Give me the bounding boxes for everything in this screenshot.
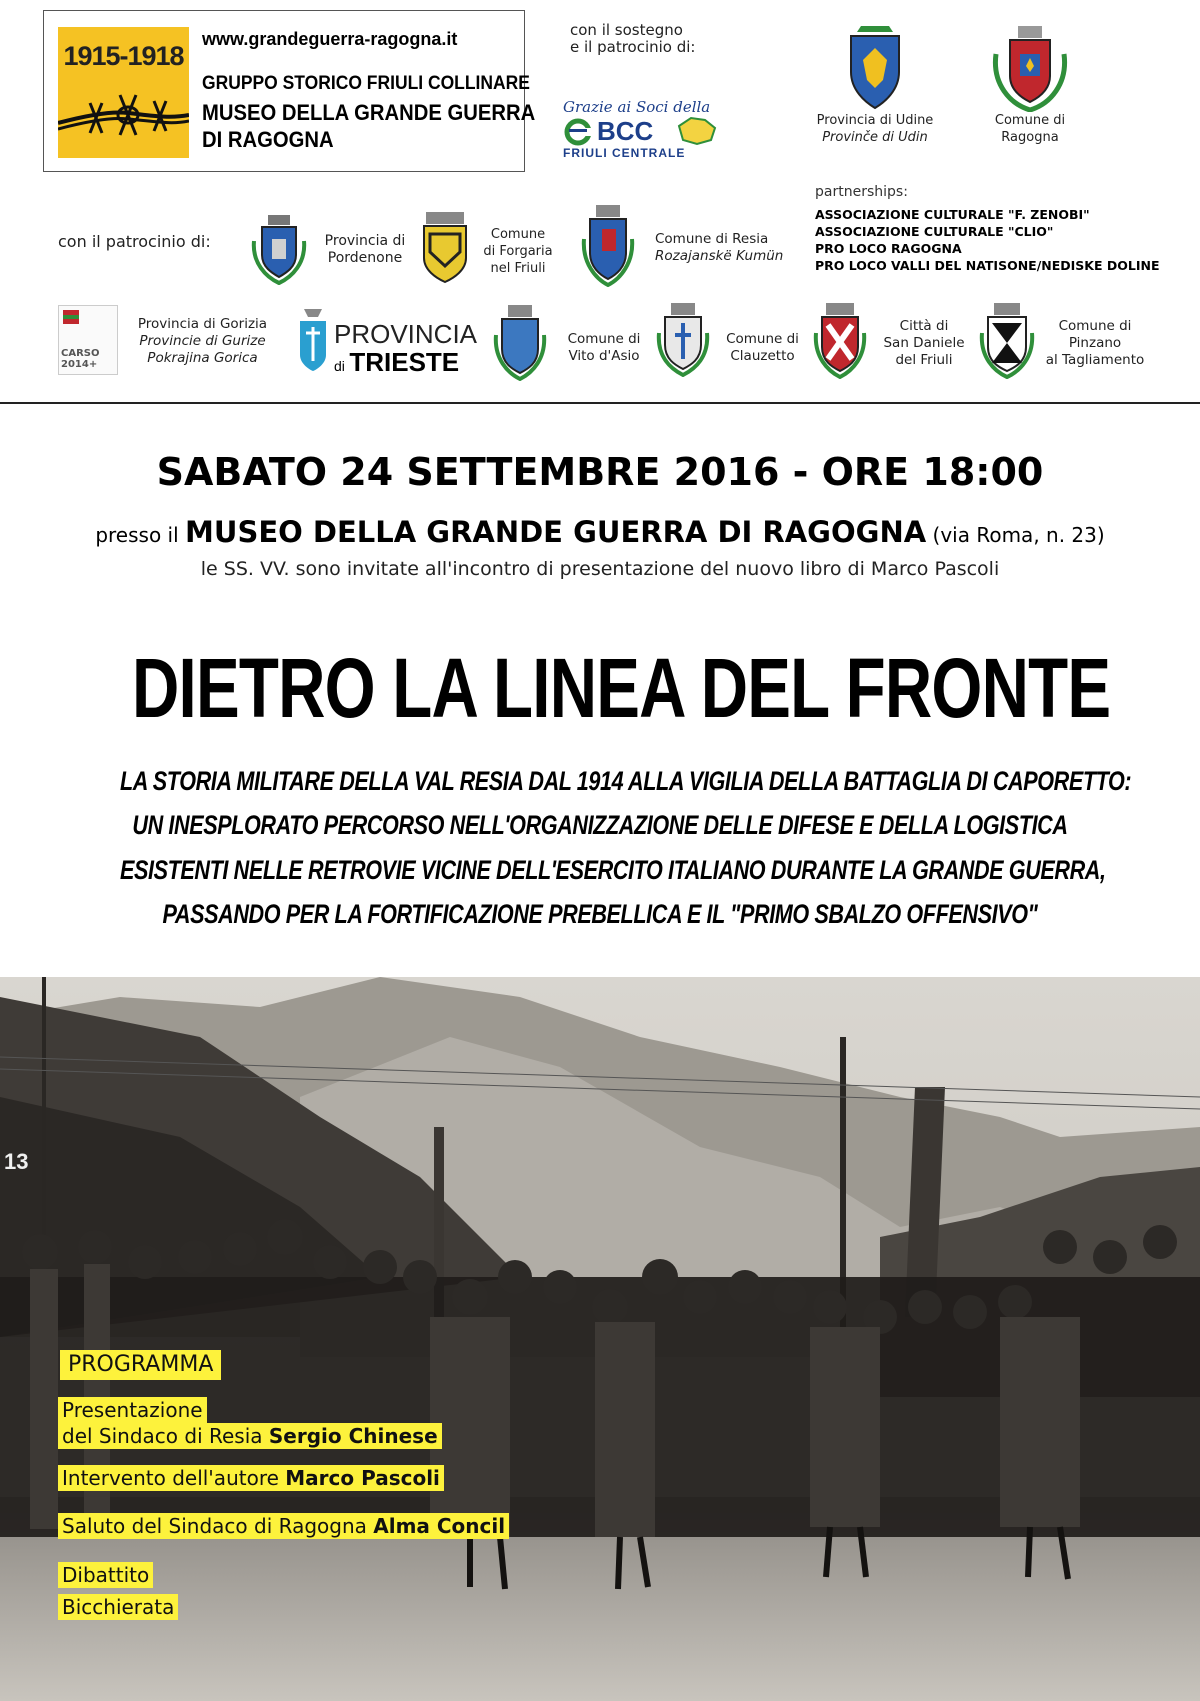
pinzano-crest-icon [978, 303, 1036, 379]
partner-item: PRO LOCO VALLI DEL NATISONE/NEDISKE DOLINE [815, 258, 1160, 273]
invitation-text: le SS. VV. sono invitate all'incontro di presentazione del nuovo libro di Marco Pascoli [200, 558, 1000, 580]
programme-item: Presentazione del Sindaco di Resia Sergio Chinese [58, 1397, 442, 1449]
sandaniele-crest-icon [812, 303, 868, 379]
udine-crest-icon [843, 22, 907, 112]
barbed-wire-icon [58, 85, 189, 145]
book-subtitle-line: PASSANDO PER LA FORTIFICAZIONE PREBELLICA E IL "PRIMO SBALZO OFFENSIVO" [162, 899, 1038, 929]
bcc-symbol-icon [563, 118, 593, 146]
logo-years: 1915-1918 [63, 41, 184, 71]
patronage-label: con il patrocinio di: [58, 232, 211, 251]
friuli-map-icon [675, 116, 719, 146]
historic-photo [0, 977, 1200, 1701]
museum-name-line1: MUSEO DELLA GRANDE GUERRA [202, 100, 536, 125]
partnerships-label: partnerships: [815, 184, 908, 200]
partner-item: ASSOCIAZIONE CULTURALE "F. ZENOBI" [815, 207, 1090, 222]
event-date: SABATO 24 SETTEMBRE 2016 - ORE 18:00 [156, 450, 1044, 494]
programme-item: Intervento dell'autore Marco Pascoli [58, 1465, 444, 1491]
book-subtitle-line: ESISTENTI NELLE RETROVIE VICINE DELL'ESERCITO ITALIANO DURANTE LA GRANDE GUERRA, [120, 855, 1106, 885]
flag-icon [63, 310, 79, 324]
venue-name: MUSEO DELLA GRANDE GUERRA DI RAGOGNA [185, 515, 927, 549]
clauzetto-crest-icon [655, 303, 711, 377]
museum-website: www.grandeguerra-ragogna.it [202, 29, 458, 49]
book-title: DIETRO LA LINEA DEL FRONTE [132, 641, 1111, 735]
ragogna-emblem: Comune di Ragogna [970, 24, 1090, 146]
carso-badge: CARSO 2014+ [58, 305, 118, 375]
ragogna-crest-icon [990, 24, 1070, 112]
header-divider [0, 402, 1200, 404]
soldiers-photo-illustration [0, 977, 1200, 1701]
trieste-crest-icon [296, 305, 330, 373]
pordenone-crest-icon [250, 215, 308, 285]
programme-item: Bicchierata [58, 1594, 178, 1620]
partner-item: ASSOCIAZIONE CULTURALE "CLIO" [815, 224, 1054, 239]
book-subtitle-line: LA STORIA MILITARE DELLA VAL RESIA DAL 1914 ALLA VIGILIA DELLA BATTAGLIA DI CAPORETTO: [120, 766, 1132, 796]
programme-item: Dibattito [58, 1562, 153, 1588]
bcc-logo: Grazie ai Soci della BCC FRIULI CENTRALE [563, 98, 733, 160]
forgaria-crest-icon [420, 212, 470, 284]
support-label: con il sostegno e il patrocinio di: [570, 21, 696, 56]
event-venue: presso il MUSEO DELLA GRANDE GUERRA DI RAGOGNA (via Roma, n. 23) [95, 515, 1105, 549]
programme-heading: PROGRAMMA [60, 1350, 221, 1380]
book-subtitle-line: UN INESPLORATO PERCORSO NELL'ORGANIZZAZIONE DELLE DIFESE E DELLA LOGISTICA [132, 810, 1068, 840]
gorizia-label: Provincia di Gorizia Provincie di Gurize Pokrajina Gorica [137, 316, 268, 366]
group-name: GRUPPO STORICO FRIULI COLLINARE [202, 73, 530, 94]
photo-number-mark: 13 [4, 1149, 29, 1174]
barbed-wire-logo [58, 27, 189, 158]
vito-crest-icon [492, 305, 548, 381]
museum-header-box [43, 10, 536, 172]
programme-item: Saluto del Sindaco di Ragogna Alma Concil [58, 1513, 509, 1539]
partnerships-block [815, 184, 1195, 274]
museum-name-line2: DI RAGOGNA [202, 127, 334, 152]
partner-item: PRO LOCO RAGOGNA [815, 241, 962, 256]
udine-emblem: Provincia di Udine Provinče di Udin [810, 22, 940, 146]
resia-crest-icon [580, 205, 636, 287]
